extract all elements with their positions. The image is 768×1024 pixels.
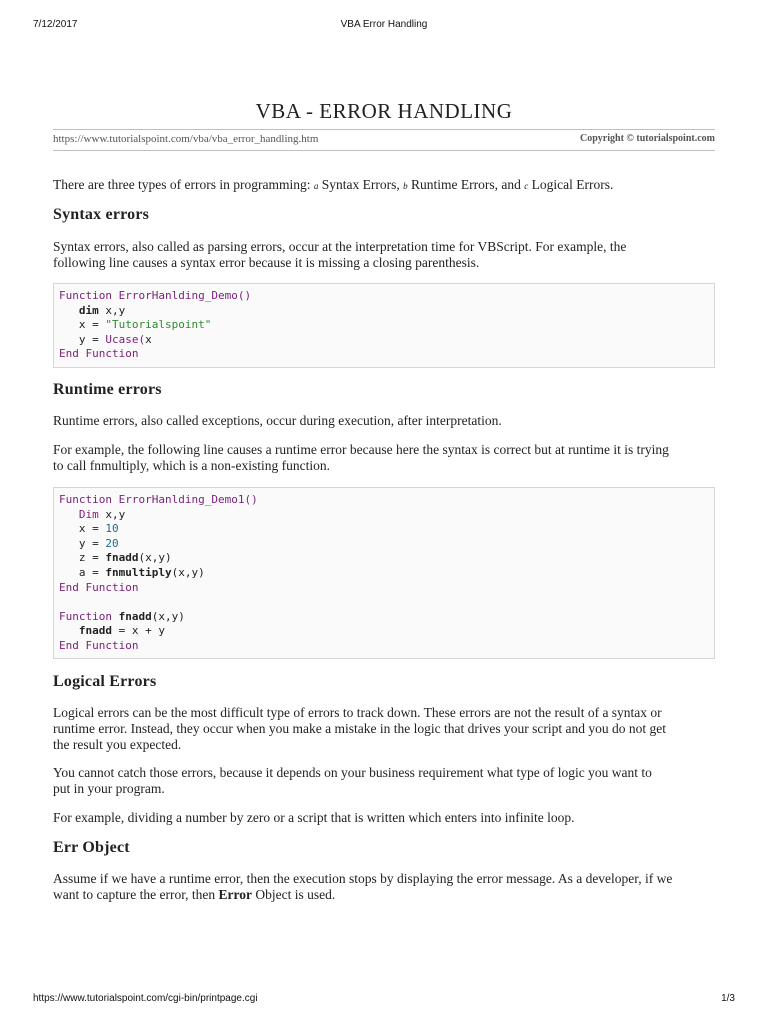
runtime-errors-paragraph-1: Runtime errors, also called exceptions, occur during execution, after interpretation. [53,413,502,428]
syntax-errors-paragraph: Syntax errors, also called as parsing errors, occur at the interpretation time for VBScript. For example, the following line causes a syntax error because it is missing a closing parenthesis. [53,239,627,270]
logical-errors-paragraph-2: You cannot catch those errors, because it depends on your business requirement what type of logic you want to put in your program. [53,765,652,796]
err-object-paragraph: Assume if we have a runtime error, then the execution stops by displaying the error message. As a developer, if we want to capture the error, then Error Object is used. [53,871,673,902]
syntax-code-block: Function ErrorHanlding_Demo() dim x,y x = "Tutorialspoint" y = Ucase(x End Function [53,283,715,368]
source-bar [53,129,715,151]
syntax-errors-heading: Syntax errors [53,206,150,223]
logical-errors-paragraph-1: Logical errors can be the most difficult type of errors to track down. These errors are not the result of a syntax or runtime error. Instead, they occur when you make a mistake in the logic that drives your script and you do not get the result you expected. [53,705,666,752]
runtime-errors-paragraph-2: For example, the following line causes a runtime error because here the syntax is correct but at runtime it is trying to call fnmultiply, which is a non-existing function. [53,442,669,473]
print-title: VBA Error Handling [340,19,428,30]
runtime-errors-heading: Runtime errors [53,381,162,398]
page-title: VBA - ERROR HANDLING [255,99,513,123]
err-object-heading: Err Object [53,839,130,856]
print-footer [33,993,735,1007]
runtime-code-block: Function ErrorHanlding_Demo1() Dim x,y x = 10 y = 20 z = fnadd(x,y) a = fnmultiply(x,y) End Function Function fnadd(x,y) fnadd = x + y End Function [53,487,715,659]
page-number: 1/3 [721,993,735,1004]
footer-url: https://www.tutorialspoint.com/cgi-bin/printpage.cgi [33,993,258,1004]
intro-paragraph: There are three types of errors in programming: a Syntax Errors, b Runtime Errors, and c Logical Errors. [53,177,614,192]
copyright-notice: Copyright © tutorialspoint.com [580,133,715,144]
print-header [33,19,735,33]
source-url[interactable]: https://www.tutorialspoint.com/vba/vba_error_handling.htm [53,133,319,145]
print-date: 7/12/2017 [33,19,78,30]
logical-errors-heading: Logical Errors [53,673,157,690]
logical-errors-paragraph-3: For example, dividing a number by zero or a script that is written which enters into infinite loop. [53,810,575,825]
